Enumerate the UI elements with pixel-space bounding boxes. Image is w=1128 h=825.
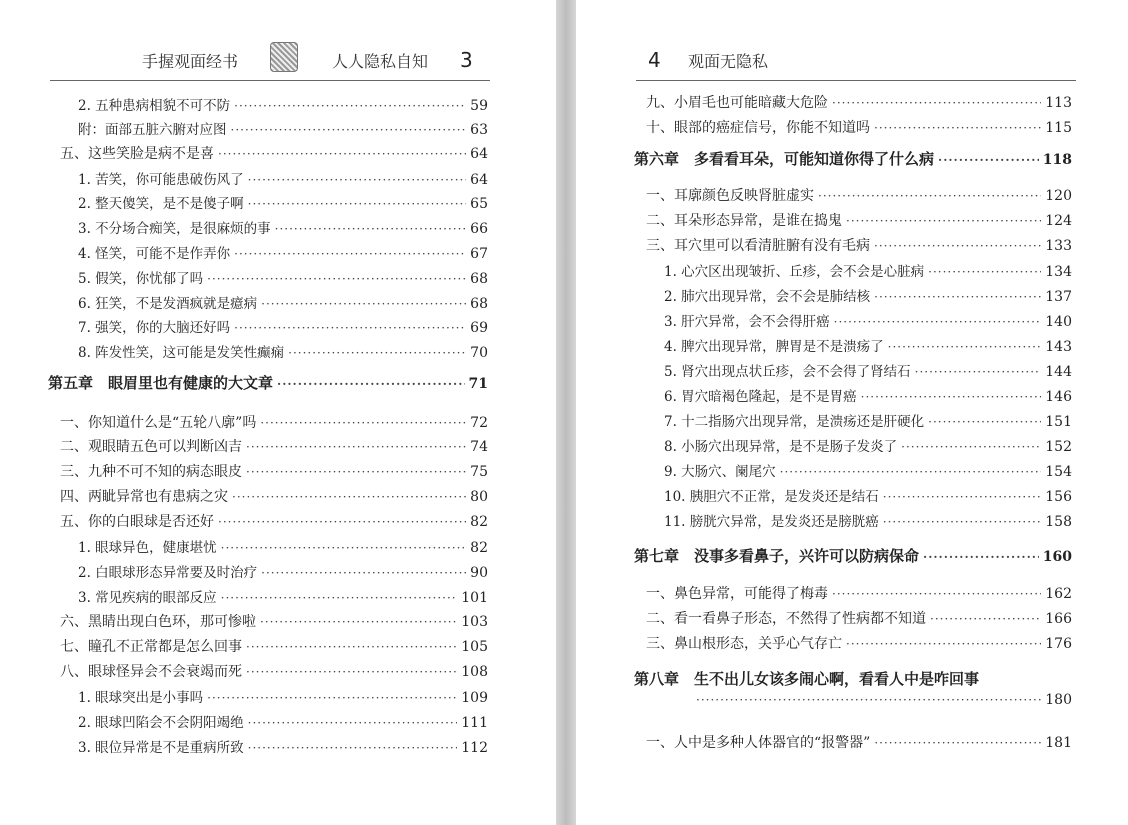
- dot-leader: [248, 741, 458, 755]
- toc-entry-title: 一、耳廓颜色反映肾脏虚实: [646, 188, 814, 204]
- toc-entry-title: 5. 肾穴出现点状丘疹，会不会得了肾结石: [664, 364, 911, 380]
- toc-entry-title: 一、人中是多种人体器官的“报警器”: [646, 735, 871, 751]
- toc-entry-page: 156: [1045, 489, 1072, 505]
- toc-entry-page: 154: [1045, 464, 1072, 480]
- toc-entry-title: 十、眼部的癌症信号，你能不知道吗: [646, 120, 870, 136]
- toc-entry-page: 181: [1045, 735, 1072, 751]
- toc-entry: [634, 410, 1072, 430]
- toc-entry-title: 二、看一看鼻子形态，不然得了性病都不知道: [646, 611, 926, 627]
- dot-leader: [207, 272, 466, 286]
- toc-entry-title: 3. 常见疾病的眼部反应: [78, 590, 217, 606]
- dot-leader: [288, 346, 466, 360]
- toc-entry-page: 134: [1045, 264, 1072, 280]
- dot-leader: [834, 315, 1042, 329]
- toc-entry-page: 82: [470, 540, 488, 556]
- toc-entry: [48, 536, 488, 556]
- toc-entry-page: 103: [461, 614, 488, 630]
- toc-entry-title: 三、九种不可不知的病态眼皮: [60, 464, 242, 480]
- toc-entry-title: 2. 整天傻笑，是不是傻子啊: [78, 196, 244, 212]
- dot-leader: [234, 321, 466, 335]
- page-number: 4: [648, 48, 661, 72]
- toc-entry-title: 二、耳朵形态异常，是谁在捣鬼: [646, 213, 842, 229]
- toc-entry-page: 71: [468, 376, 488, 392]
- toc-entry-title: 2. 肺穴出现异常，会不会是肺结核: [664, 289, 871, 305]
- toc-entry-page: 101: [461, 590, 488, 606]
- dot-leader: [930, 612, 1041, 626]
- toc-entry-page: 109: [461, 690, 488, 706]
- dot-leader: [248, 197, 467, 211]
- toc-entry-title: 六、黑睛出现白色环，那可惨啦: [60, 614, 256, 630]
- toc-entry-page: 90: [470, 565, 488, 581]
- toc-entry-title: 3. 不分场合痴笑，是很麻烦的事: [78, 221, 271, 237]
- toc-entry: [634, 385, 1072, 405]
- toc-entry: [634, 260, 1072, 280]
- dot-leader: [928, 415, 1041, 429]
- toc-entry-page: 152: [1045, 439, 1072, 455]
- dot-leader: [832, 587, 1041, 601]
- toc-entry-title: 三、鼻山根形态，关乎心气存亡: [646, 636, 842, 652]
- toc-entry-page: 146: [1045, 389, 1072, 405]
- toc-entry-page: 115: [1045, 120, 1072, 136]
- toc-chapter-entry: [634, 668, 1072, 689]
- toc-entry-title: 3. 肝穴异常，会不会得肝癌: [664, 314, 830, 330]
- toc-entry-page: 180: [1045, 692, 1072, 708]
- running-title: 观面无隐私: [688, 52, 769, 71]
- toc-entry-page: 124: [1045, 213, 1072, 229]
- dot-leader: [832, 96, 1041, 110]
- dot-leader: [846, 214, 1041, 228]
- toc-entry-page: 137: [1045, 289, 1072, 305]
- toc-entry-title: 5. 假笑，你忧郁了吗: [78, 271, 204, 287]
- toc-entry-title: 8. 小肠穴出现异常，是不是肠子发炎了: [664, 439, 898, 455]
- running-title-right: 人人隐私自知: [332, 52, 429, 71]
- toc-entry: [634, 435, 1072, 455]
- toc-entry-page: 66: [470, 221, 488, 237]
- toc-entry-page: 151: [1045, 414, 1072, 430]
- toc-entry: [634, 633, 1072, 653]
- left-page: [0, 0, 556, 825]
- right-page-header: [636, 40, 1076, 81]
- toc-entry: [48, 192, 488, 212]
- toc-entry: [634, 608, 1072, 628]
- toc-entry: [634, 285, 1072, 305]
- toc-entry-title: 3. 眼位异常是不是重病所致: [78, 740, 244, 756]
- toc-entry: [634, 92, 1072, 112]
- dot-leader: [218, 515, 466, 529]
- toc-entry-title: 6. 狂笑，不是发酒疯就是癔病: [78, 296, 258, 312]
- toc-entry: [634, 185, 1072, 205]
- toc-entry-title: 10. 胰胆穴不正常，是发炎还是结石: [664, 489, 879, 505]
- toc-entry: [634, 485, 1072, 505]
- toc-chapter-entry: [634, 545, 1072, 566]
- toc-entry: [48, 611, 488, 631]
- toc-entry-page: 108: [461, 664, 488, 680]
- dot-leader: [232, 490, 466, 504]
- toc-entry: [48, 292, 488, 312]
- dot-leader: [248, 173, 467, 187]
- toc-entry-page: 67: [470, 246, 488, 262]
- toc-entry-title: 9. 大肠穴、阑尾穴: [664, 464, 776, 480]
- dot-leader: [221, 541, 467, 555]
- dot-leader: [234, 99, 466, 113]
- toc-entry-page: 105: [461, 639, 488, 655]
- dot-leader: [874, 736, 1041, 750]
- seal-logo-icon: [270, 42, 298, 72]
- toc-entry-title: 第六章 多看看耳朵，可能知道你得了什么病: [634, 150, 935, 168]
- dot-leader: [277, 377, 465, 391]
- toc-entry-leader-continued: [696, 692, 1072, 708]
- dot-leader: [901, 440, 1041, 454]
- toc-entry: [48, 661, 488, 681]
- toc-entry-title: 第七章 没事多看鼻子，兴许可以防病保命: [634, 547, 920, 565]
- page-number: 3: [460, 48, 473, 72]
- dot-leader: [928, 265, 1041, 279]
- toc-entry-page: 80: [470, 489, 488, 505]
- toc-entry: [48, 711, 488, 731]
- toc-entry: [48, 686, 488, 706]
- toc-entry-title: 1. 心穴区出现皱折、丘疹，会不会是心脏病: [664, 264, 925, 280]
- toc-entry-title: 七、瞳孔不正常都是怎么回事: [60, 639, 242, 655]
- toc-entry-page: 59: [470, 98, 488, 114]
- dot-leader: [231, 123, 467, 137]
- toc-entry-page: 166: [1045, 611, 1072, 627]
- dot-leader: [246, 640, 457, 654]
- dot-leader: [874, 290, 1041, 304]
- dot-leader: [218, 147, 466, 161]
- dot-leader: [938, 153, 1039, 167]
- toc-entry-title: 一、鼻色异常，可能得了梅毒: [646, 586, 828, 602]
- toc-entry: [634, 360, 1072, 380]
- toc-entry-title: 八、眼球怪异会不会衰竭而死: [60, 664, 242, 680]
- toc-entry-page: 140: [1045, 314, 1072, 330]
- dot-leader: [846, 637, 1041, 651]
- toc-entry: [48, 636, 488, 656]
- toc-entry-title: 五、这些笑脸是病不是喜: [60, 146, 214, 162]
- toc-entry: [48, 94, 488, 114]
- toc-entry: [48, 316, 488, 336]
- toc-entry: [634, 117, 1072, 137]
- toc-entry-page: 82: [470, 514, 488, 530]
- dot-leader: [261, 566, 466, 580]
- right-page: [576, 0, 1128, 825]
- dot-leader: [234, 247, 466, 261]
- toc-entry: [48, 511, 488, 531]
- dot-leader: [261, 297, 466, 311]
- book-gutter: [556, 0, 576, 825]
- toc-entry: [634, 235, 1072, 255]
- dot-leader: [818, 189, 1041, 203]
- toc-entry: [48, 267, 488, 287]
- dot-leader: [861, 390, 1042, 404]
- toc-entry-title: 三、耳穴里可以看清脏腑有没有毛病: [646, 238, 870, 254]
- toc-entry-page: 65: [470, 196, 488, 212]
- dot-leader: [883, 515, 1042, 529]
- toc-entry-page: 111: [461, 715, 488, 731]
- dot-leader: [275, 222, 467, 236]
- toc-entry-title: 1. 眼球突出是小事吗: [78, 690, 204, 706]
- toc-entry: [48, 242, 488, 262]
- toc-entry-title: 第五章 眼眉里也有健康的大文章: [48, 374, 274, 392]
- toc-entry: [48, 118, 488, 138]
- toc-entry-page: 74: [470, 439, 488, 455]
- toc-entry-page: 75: [470, 464, 488, 480]
- toc-chapter-entry: [634, 148, 1072, 169]
- dot-leader: [248, 716, 458, 730]
- toc-entry: [48, 217, 488, 237]
- dot-leader: [883, 490, 1042, 504]
- dot-leader: [260, 615, 457, 629]
- toc-entry: [48, 341, 488, 361]
- toc-entry: [48, 412, 488, 432]
- toc-chapter-entry: [48, 372, 488, 393]
- toc-entry: [634, 210, 1072, 230]
- toc-entry-page: 120: [1045, 188, 1072, 204]
- toc-entry: [48, 436, 488, 456]
- toc-entry-title: 11. 膀胱穴异常，是发炎还是膀胱癌: [664, 514, 879, 530]
- running-title-left: 手握观面经书: [142, 52, 239, 71]
- toc-entry-page: 68: [470, 271, 488, 287]
- dot-leader: [780, 465, 1042, 479]
- toc-entry-title: 7. 强笑，你的大脑还好吗: [78, 320, 231, 336]
- toc-entry: [634, 510, 1072, 530]
- dot-leader: [246, 665, 457, 679]
- toc-entry-title: 6. 胃穴暗褐色隆起，是不是胃癌: [664, 389, 857, 405]
- toc-entry: [634, 732, 1072, 752]
- toc-entry-title: 四、两眦异常也有患病之灾: [60, 489, 228, 505]
- toc-entry-title: 2. 五种患病相貌不可不防: [78, 98, 231, 114]
- toc-entry: [48, 461, 488, 481]
- toc-entry-title: 一、你知道什么是“五轮八廓”吗: [60, 415, 257, 431]
- left-page-header: [50, 40, 490, 81]
- toc-entry: [48, 143, 488, 163]
- toc-entry-page: 63: [470, 122, 488, 138]
- toc-entry-page: 64: [470, 172, 488, 188]
- toc-entry-page: 176: [1045, 636, 1072, 652]
- dot-leader: [260, 416, 466, 430]
- dot-leader: [246, 440, 466, 454]
- toc-entry: [634, 310, 1072, 330]
- dot-leader: [888, 340, 1042, 354]
- toc-entry: [634, 460, 1072, 480]
- toc-entry-page: 118: [1042, 152, 1072, 168]
- toc-entry-page: 113: [1045, 95, 1072, 111]
- toc-entry-title: 1. 苦笑，你可能患破伤风了: [78, 172, 244, 188]
- dot-leader: [246, 465, 466, 479]
- toc-entry: [634, 583, 1072, 603]
- toc-entry-page: 68: [470, 296, 488, 312]
- toc-entry-page: 69: [470, 320, 488, 336]
- toc-entry-title: 7. 十二指肠穴出现异常，是溃疡还是肝硬化: [664, 414, 925, 430]
- toc-entry-page: 158: [1045, 514, 1072, 530]
- dot-leader: [696, 693, 1041, 707]
- toc-entry-title: 五、你的白眼球是否还好: [60, 514, 214, 530]
- toc-entry-title: 第八章 生不出儿女该多闹心啊，看看人中是咋回事: [634, 670, 980, 688]
- dot-leader: [923, 550, 1039, 564]
- toc-entry-title: 2. 白眼球形态异常要及时治疗: [78, 565, 258, 581]
- dot-leader: [207, 691, 457, 705]
- toc-entry: [48, 168, 488, 188]
- toc-entry-page: 133: [1045, 238, 1072, 254]
- toc-entry-page: 64: [470, 146, 488, 162]
- toc-entry: [48, 586, 488, 606]
- toc-entry: [634, 335, 1072, 355]
- toc-entry-page: 144: [1045, 364, 1072, 380]
- toc-entry-title: 8. 阵发性笑，这可能是发笑性癫痫: [78, 345, 285, 361]
- toc-entry-title: 二、观眼睛五色可以判断凶吉: [60, 439, 242, 455]
- toc-entry-title: 2. 眼球凹陷会不会阴阳竭绝: [78, 715, 244, 731]
- toc-entry-title: 4. 怪笑，可能不是作弄你: [78, 246, 231, 262]
- toc-entry-title: 1. 眼球异色，健康堪忧: [78, 540, 217, 556]
- toc-entry: [48, 486, 488, 506]
- dot-leader: [915, 365, 1042, 379]
- dot-leader: [221, 591, 458, 605]
- toc-entry-title: 4. 脾穴出现异常，脾胃是不是溃疡了: [664, 339, 884, 355]
- toc-entry-page: 72: [470, 415, 488, 431]
- toc-entry-page: 70: [470, 345, 488, 361]
- toc-entry-title: 九、小眉毛也可能暗藏大危险: [646, 95, 828, 111]
- toc-entry: [48, 736, 488, 756]
- toc-entry-page: 162: [1045, 586, 1072, 602]
- toc-entry-title: 附：面部五脏六腑对应图: [78, 122, 227, 138]
- toc-entry-page: 143: [1045, 339, 1072, 355]
- dot-leader: [874, 239, 1041, 253]
- dot-leader: [874, 121, 1041, 135]
- toc-entry-page: 160: [1042, 549, 1072, 565]
- toc-entry: [48, 561, 488, 581]
- toc-entry-page: 112: [461, 740, 488, 756]
